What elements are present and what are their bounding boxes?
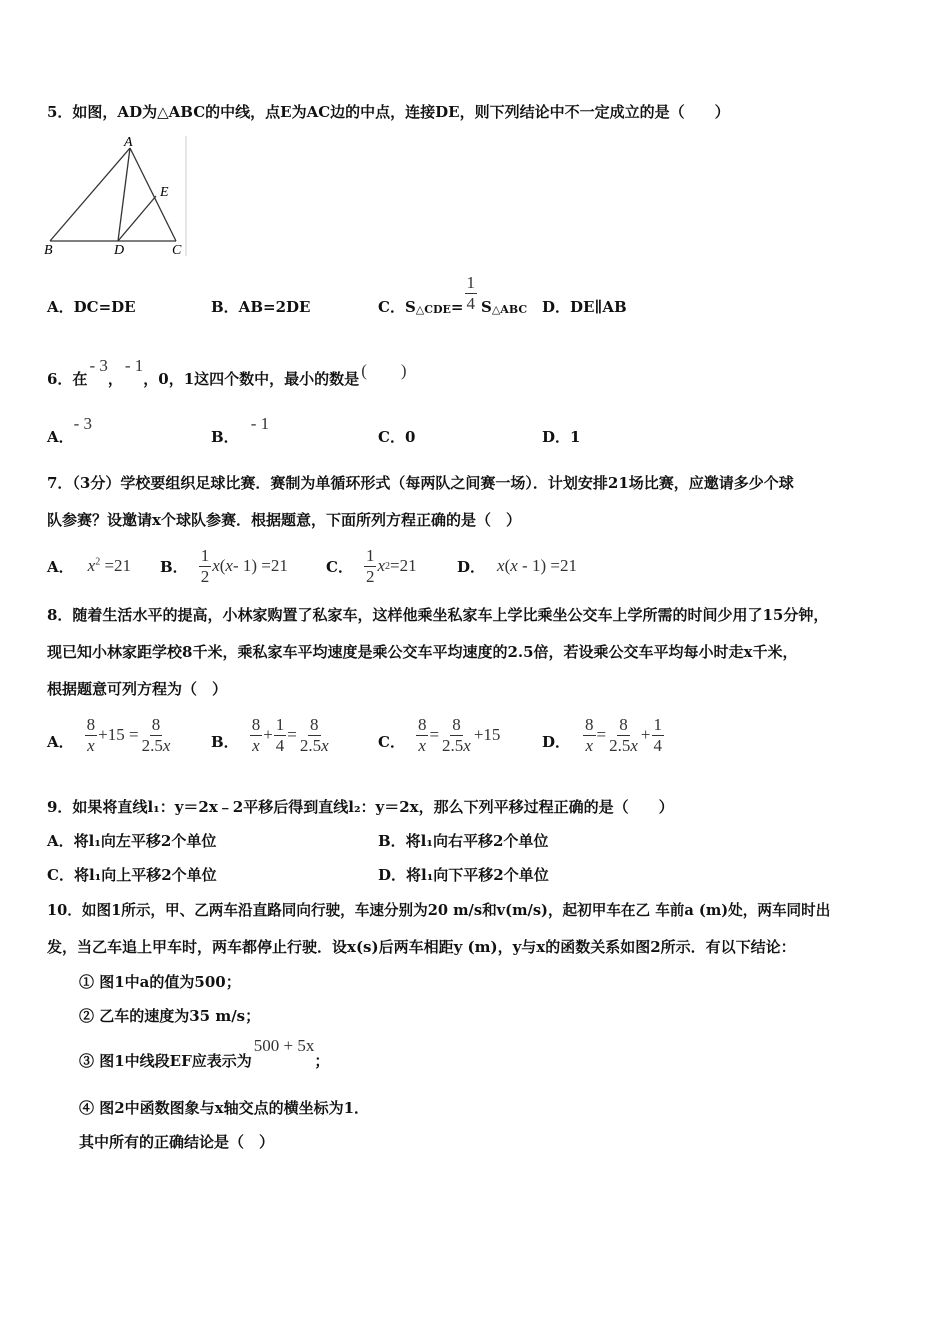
segment-de [118, 196, 156, 241]
label-d: D [114, 243, 125, 258]
q8-option-b [211, 712, 332, 758]
q9-option-c: C．将l₁向上平移2个单位 [47, 866, 217, 884]
q8-d-label: D． [542, 732, 571, 751]
q6-a-label: A． [47, 428, 74, 446]
q8-option-c [378, 712, 500, 758]
label-c: C [172, 243, 182, 258]
q10-conclusion-2: ② 乙车的速度为35 m/s； [79, 1007, 261, 1025]
side-ac [130, 148, 176, 241]
q10-conclusion-3 [79, 1036, 329, 1071]
q8-b-math: $\frac{8}{x}$ + $\frac{1}{4}$ = $\frac{8}{2.5x}$ [251, 714, 329, 755]
q5-c-num: 1 [466, 273, 475, 293]
q9-option-b: B．将l₁向右平移2个单位 [378, 832, 549, 850]
q6-option-c: C．0 [378, 428, 416, 446]
q6-option-b [211, 414, 269, 447]
q5-c-prefix: C．S [378, 298, 416, 316]
q7-b-label: B． [160, 557, 188, 576]
q7-c-label: C． [326, 557, 353, 576]
q8-option-d [542, 712, 665, 758]
q8-d-math: $\frac{8}{x}$ = $\frac{8}{2.5x}$ + $\frac{1}{4}$ [585, 714, 662, 755]
q10-line2: 发，当乙车追上甲车时，两车都停止行驶．设x(s)后两车相距y (m)，y与x的函数关系如图2所示．有以下结论： [47, 938, 796, 956]
q5-option-d: D．DE∥AB [542, 298, 627, 316]
label-e: E [160, 185, 169, 200]
q8-c-math: $\frac{8}{x}$ = $\frac{8}{2.5x}$ +15 [417, 714, 501, 755]
q6-sep: ， [107, 370, 123, 388]
q7-line1: 7．（3分）学校要组织足球比赛．赛制为单循环形式（每两队之间赛一场）．计划安排21场比赛，应邀请多少个球 [47, 474, 794, 492]
q8-option-a [47, 712, 173, 758]
q10-line1: 10．如图1所示，甲、乙两车沿直路同向行驶，车速分别为20 m/s和v(m/s)，起初甲车在乙 车前a (m)处，两车同时出 [47, 902, 831, 919]
q8-c-label: C． [378, 732, 405, 751]
q6-b-value: - 1 [250, 414, 270, 433]
q5-c-s2: S [481, 297, 492, 316]
q7-b-math: $\frac{1}{2}$ x ( x - 1) =21 [200, 545, 288, 586]
q6-num2: - 1 [124, 356, 144, 375]
q7-a-label: A． [47, 557, 74, 576]
q8-a-label: A． [47, 732, 74, 751]
q7-d-label: D． [457, 557, 486, 576]
q8-a-math: $\frac{8}{x}$ +15 = $\frac{8}{2.5x}$ [86, 714, 171, 755]
side-ab [50, 148, 130, 241]
q6-prefix: 6．在 [47, 370, 88, 388]
q6-num1: - 3 [89, 356, 108, 375]
q10-c3-prefix: ③ 图1中线段EF应表示为 [79, 1052, 252, 1070]
q5-c-sub2: △ABC [491, 303, 528, 316]
label-b: B [44, 243, 53, 258]
q7-option-d [457, 546, 577, 586]
q10-conclusion-4: ④ 图2中函数图象与x轴交点的横坐标为1． [79, 1099, 370, 1117]
q5-c-eq: = [450, 297, 464, 316]
q8-b-label: B． [211, 732, 239, 751]
q6-paren: ( ) [361, 361, 407, 380]
q9-option-d: D．将l₁向下平移2个单位 [378, 866, 549, 884]
q7-line2: 队参赛？设邀请x个球队参赛．根据题意，下面所列方程正确的是（ ） [47, 511, 521, 529]
q6-stem [47, 356, 407, 389]
q7-a-math: $x^2 =21$ [87, 556, 132, 575]
q5-option-c [378, 270, 527, 317]
q5-c-den: 4 [466, 294, 475, 313]
q5-c-fraction [465, 274, 478, 313]
q10-conclusion-1: ① 图1中a的值为500； [79, 973, 241, 991]
q7-c-math: $\frac{1}{2}$ x 2 =21 [365, 545, 417, 586]
q8-line1: 8．随着生活水平的提高，小林家购置了私家车，这样他乘坐私家车上学比乘坐公交车上学所需的时间少用了15分钟， [47, 606, 829, 624]
q5-option-b: B．AB=2DE [211, 298, 311, 316]
q6-a-value: - 3 [73, 414, 93, 433]
q10-c3-math: 500 + 5x [253, 1036, 315, 1055]
q7-d-math: x(x - 1) =21 [497, 556, 577, 575]
median-ad [118, 148, 130, 241]
q10-c3-suffix: ； [314, 1052, 330, 1070]
q5-stem: 5．如图，AD为△ABC的中线，点E为AC边的中点，连接DE，则下列结论中不一定成立的是（ ） [47, 103, 730, 121]
q10-final: 其中所有的正确结论是（ ） [79, 1133, 275, 1151]
q9-stem: 9．如果将直线l₁：y＝2x﹣2平移后得到直线l₂：y＝2x，那么下列平移过程正确的是（ ） [47, 798, 674, 816]
q7-option-b [160, 546, 288, 586]
triangle-figure [44, 134, 190, 258]
q8-line3: 根据题意可列方程为（ ） [47, 680, 228, 698]
q8-line2: 现已知小林家距学校8千米，乘私家车平均速度是乘公交车平均速度的2.5倍，若设乘公交车平均每小时走x千米， [47, 643, 798, 661]
q6-b-label: B． [211, 428, 239, 446]
q5-c-sub1: △CDE [415, 303, 451, 316]
q9-option-a: A．将l₁向左平移2个单位 [47, 832, 217, 850]
q7-option-a [47, 546, 131, 586]
q6-rest: ，0，1这四个数中，最小的数是 [143, 370, 360, 388]
q6-option-d: D．1 [542, 428, 581, 446]
label-a: A [124, 135, 133, 150]
q7-option-c [326, 546, 417, 586]
q6-option-a [47, 414, 92, 447]
q5-option-a: A．DC=DE [47, 298, 136, 316]
